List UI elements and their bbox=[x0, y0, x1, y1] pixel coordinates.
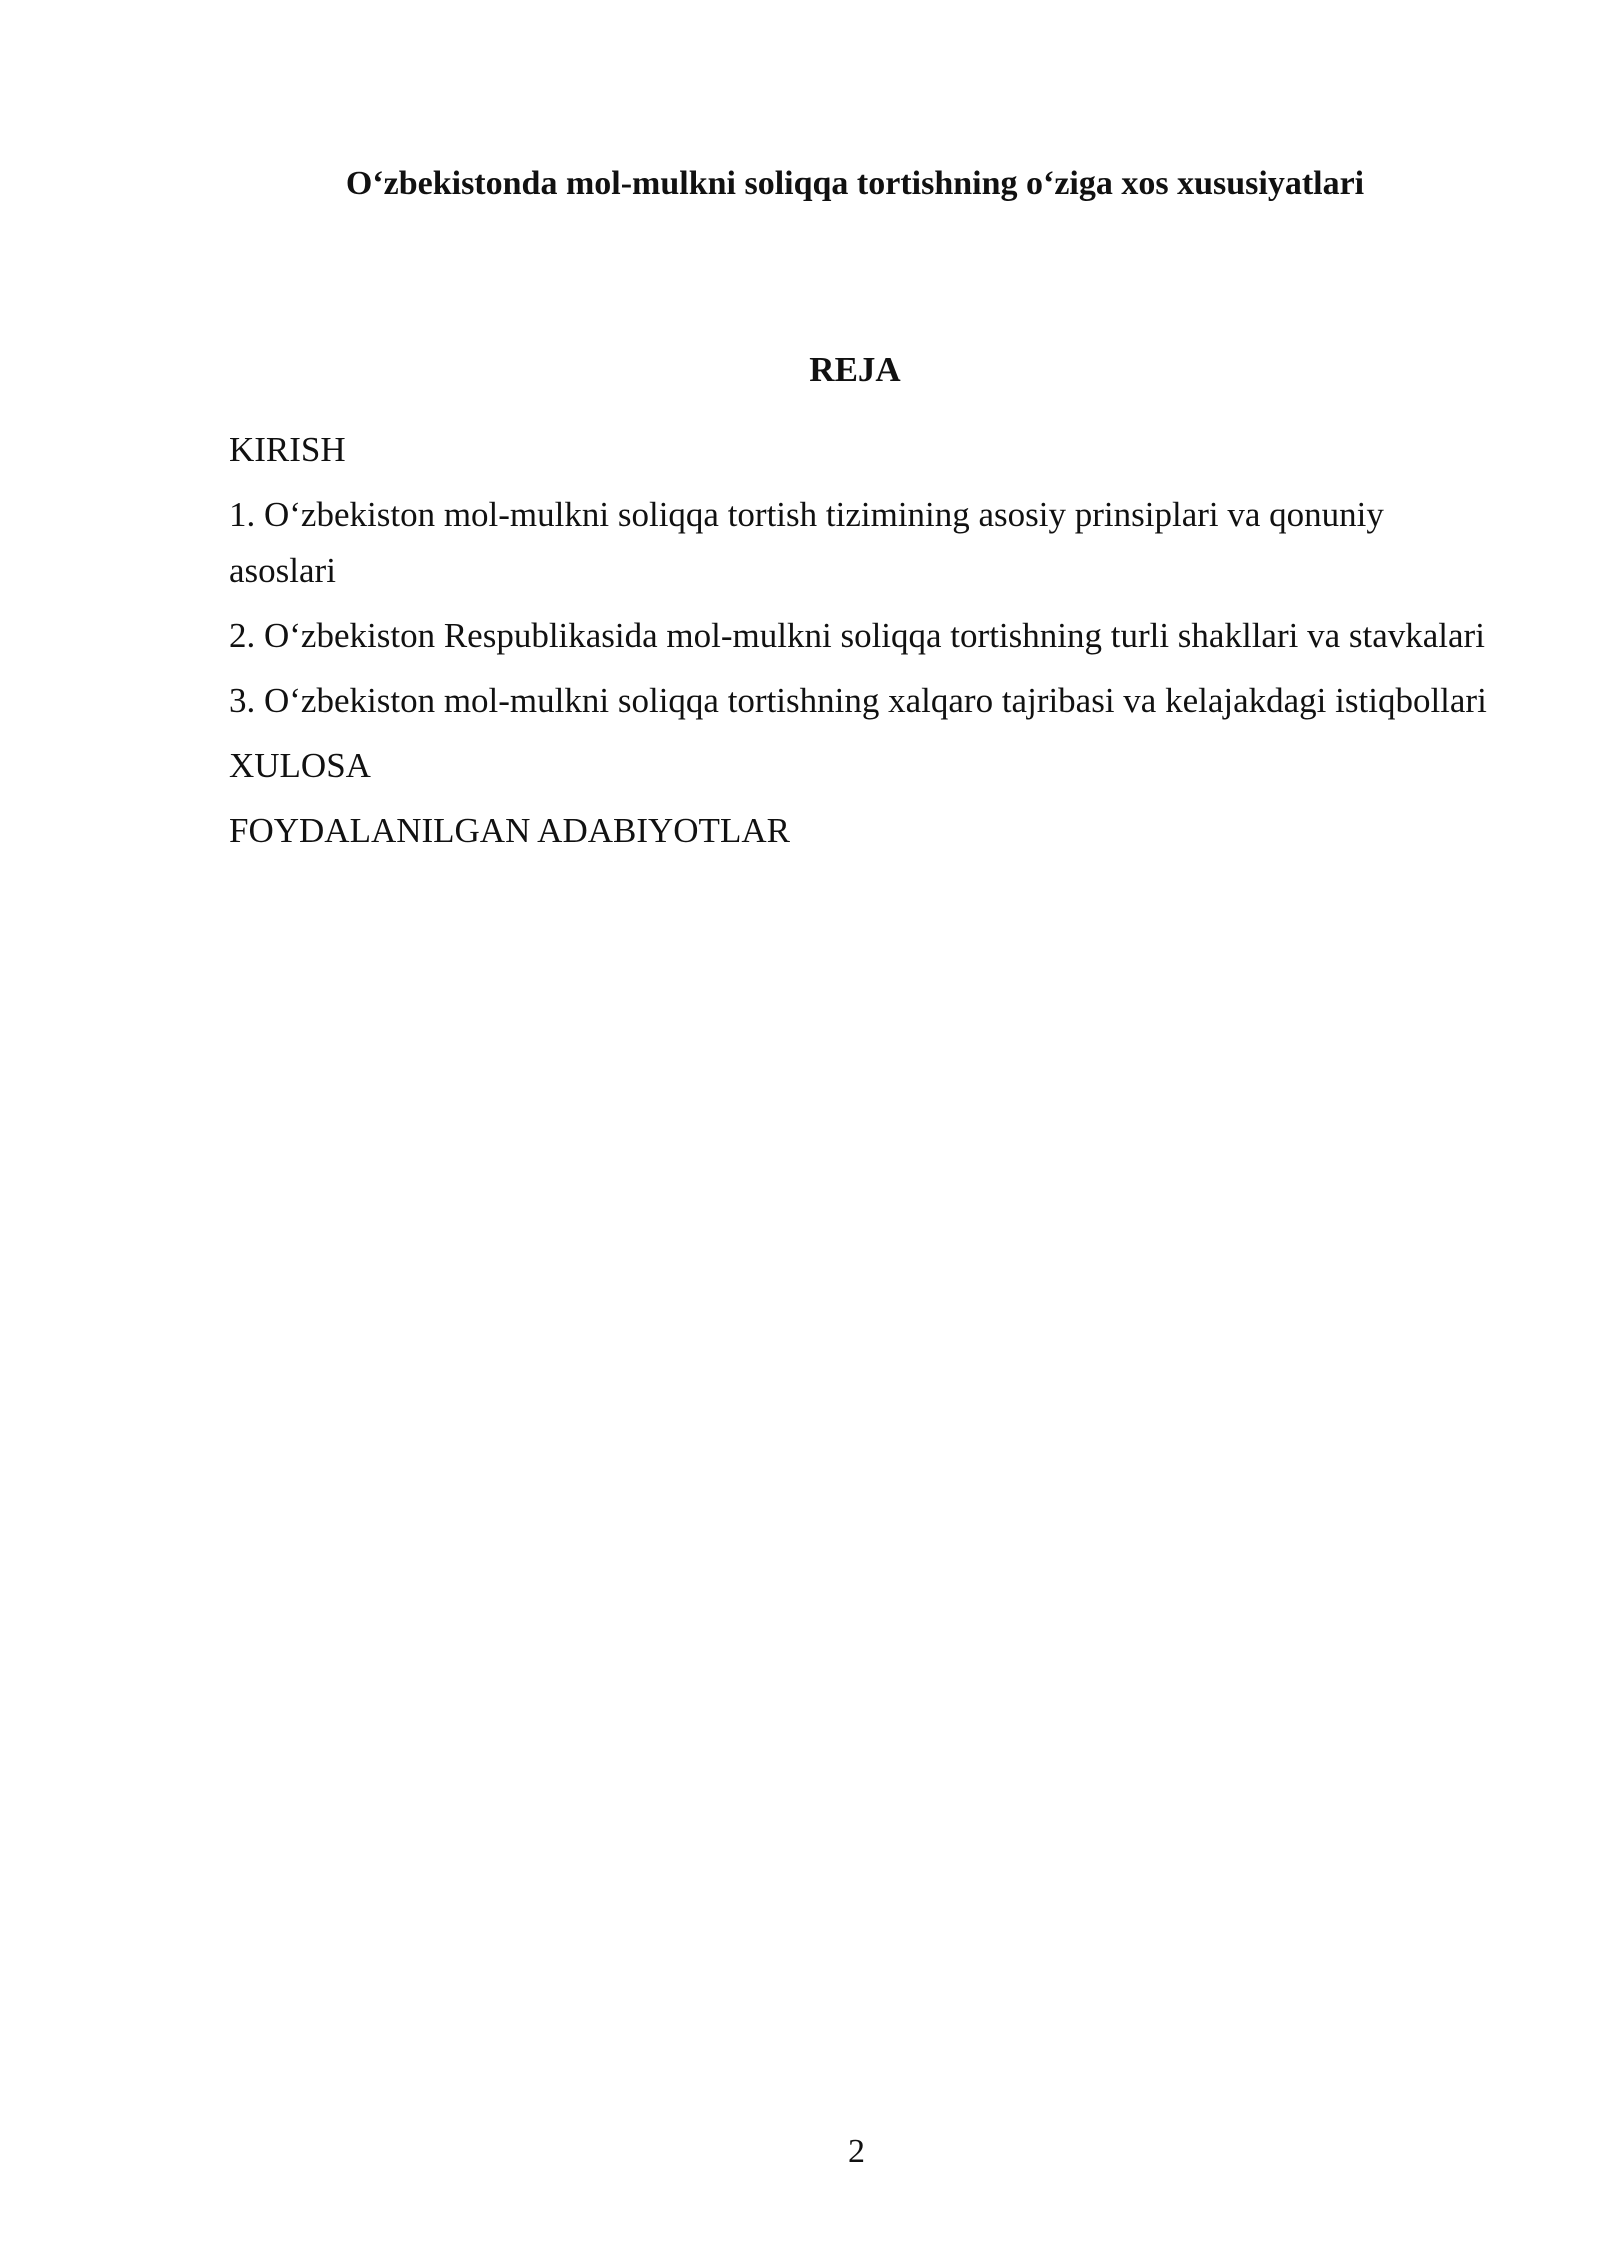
plan-item-conclusion: XULOSA bbox=[229, 746, 371, 785]
plan-item-references: FOYDALANILGAN ADABIYOTLAR bbox=[229, 811, 790, 850]
plan-item-introduction: KIRISH bbox=[229, 430, 346, 469]
plan-list bbox=[229, 422, 1489, 868]
plan-item-1: 1. O‘zbekiston mol-mulkni soliqqa tortish tizimining asosiy prinsiplari va qonuniy asoslari bbox=[229, 495, 1384, 590]
document-title: O‘zbekistonda mol-mulkni soliqqa tortishning o‘ziga xos xususiyatlari bbox=[345, 165, 1365, 202]
page-number: 2 bbox=[848, 2133, 865, 2170]
plan-item-3: 3. O‘zbekiston mol-mulkni soliqqa tortishning xalqaro tajribasi va kelajakdagi istiqbollari bbox=[229, 681, 1487, 720]
plan-heading: REJA bbox=[809, 350, 901, 389]
plan-item-2: 2. O‘zbekiston Respublikasida mol-mulkni soliqqa tortishning turli shakllari va stavkalari bbox=[229, 616, 1485, 655]
